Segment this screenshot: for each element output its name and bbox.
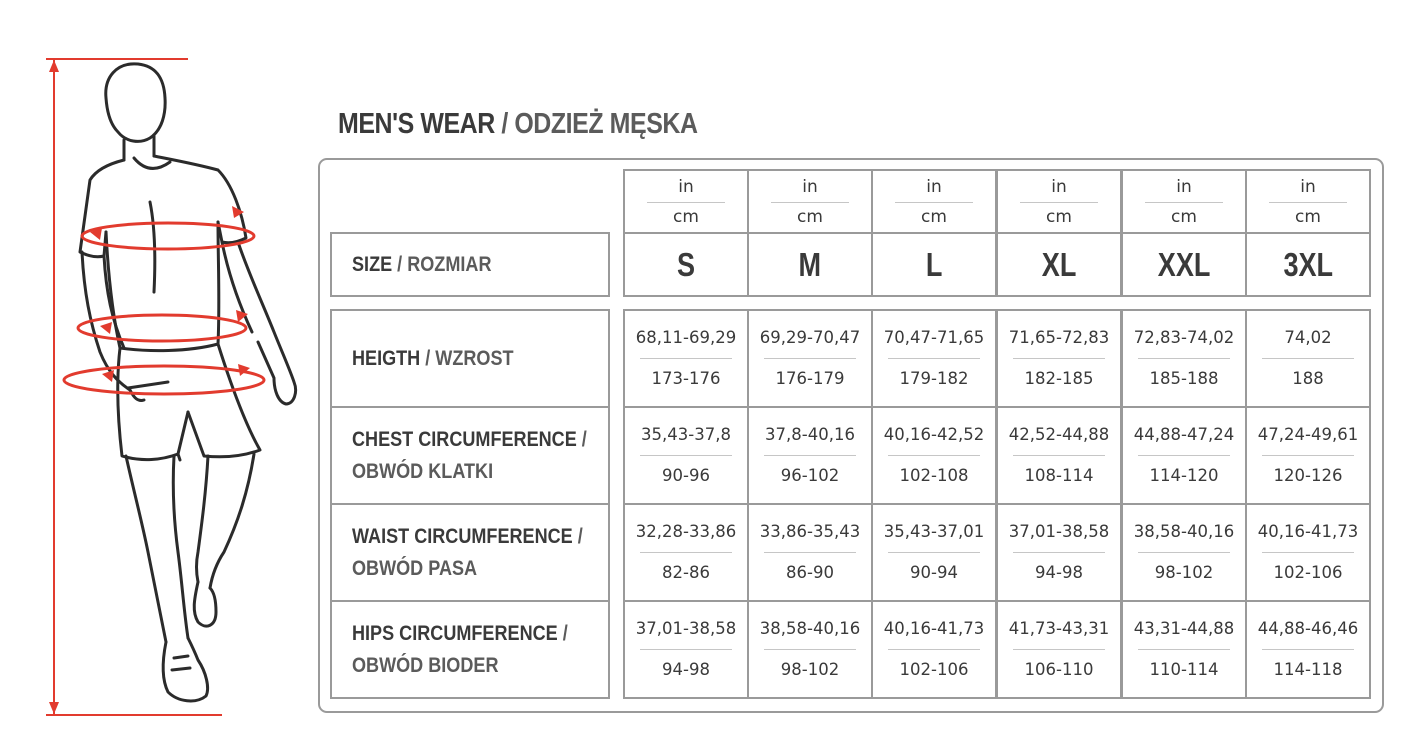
table-cell	[871, 503, 997, 602]
table-cell	[1245, 309, 1371, 408]
size-cell-xl	[996, 232, 1122, 297]
size-value: XXL	[1157, 245, 1211, 283]
table-cell	[747, 503, 873, 602]
row-label-separator: /	[420, 346, 436, 370]
value-cm: 102-106	[1273, 563, 1343, 582]
value-cm: 114-118	[1273, 660, 1343, 679]
unit-in: in	[802, 176, 818, 197]
row-label-en: WAIST CIRCUMFERENCE	[352, 524, 573, 548]
unit-in: in	[678, 176, 694, 197]
value-cm: 110-114	[1149, 660, 1219, 679]
value-cm: 96-102	[780, 466, 840, 485]
row-label-line	[352, 521, 583, 553]
unit-cm: cm	[797, 206, 823, 227]
value-in: 70,47-71,65	[883, 328, 985, 347]
row-label-pl: OBWÓD PASA	[352, 556, 478, 580]
row-label-line	[352, 424, 587, 456]
value-in: 47,24-49,61	[1257, 425, 1359, 444]
value-in: 37,01-38,58	[635, 619, 737, 638]
unit-in: in	[1176, 176, 1192, 197]
value-in: 69,29-70,47	[759, 328, 861, 347]
unit-header-cell	[623, 169, 749, 235]
unit-cm: cm	[673, 206, 699, 227]
value-cm: 94-98	[1035, 563, 1083, 582]
size-value: M	[798, 245, 822, 283]
row-label-en: CHEST CIRCUMFERENCE	[352, 427, 577, 451]
unit-header-cell	[996, 169, 1122, 235]
value-in: 32,28-33,86	[635, 522, 737, 541]
title-en: MEN'S WEAR	[338, 108, 495, 140]
value-in: 38,58-40,16	[1133, 522, 1235, 541]
size-value: XL	[1041, 245, 1077, 283]
table-cell	[996, 309, 1122, 408]
table-cell	[996, 503, 1122, 602]
row-label-separator: /	[572, 524, 583, 548]
value-in: 74,02	[1284, 328, 1332, 347]
table-cell	[623, 406, 749, 505]
title-pl: ODZIEŻ MĘSKA	[514, 108, 698, 140]
value-in: 37,8-40,16	[765, 425, 855, 444]
row-label-line	[352, 553, 572, 585]
value-in: 37,01-38,58	[1008, 522, 1110, 541]
value-cm: 102-108	[899, 466, 969, 485]
value-cm: 86-90	[786, 563, 834, 582]
table-cell	[747, 309, 873, 408]
size-label-separator: /	[392, 252, 408, 276]
value-in: 35,43-37,01	[883, 522, 985, 541]
unit-header-cell	[1121, 169, 1247, 235]
value-in: 68,11-69,29	[635, 328, 737, 347]
size-value: 3XL	[1283, 245, 1333, 283]
value-cm: 106-110	[1024, 660, 1094, 679]
value-cm: 90-94	[910, 563, 958, 582]
size-label-en: SIZE	[352, 252, 393, 276]
size-cell-l	[871, 232, 997, 297]
row-label-line	[352, 618, 572, 650]
unit-in: in	[1051, 176, 1067, 197]
value-in: 40,16-41,73	[883, 619, 985, 638]
row-label-cell	[330, 503, 610, 602]
value-cm: 90-96	[662, 466, 710, 485]
value-in: 41,73-43,31	[1008, 619, 1110, 638]
row-label-pl: OBWÓD BIODER	[352, 653, 499, 677]
value-in: 35,43-37,8	[641, 425, 731, 444]
page-title	[338, 108, 698, 141]
size-label-cell	[330, 232, 610, 297]
row-label-line	[352, 456, 572, 488]
table-cell	[996, 406, 1122, 505]
table-cell	[871, 406, 997, 505]
value-cm: 108-114	[1024, 466, 1094, 485]
value-in: 42,52-44,88	[1008, 425, 1110, 444]
value-in: 43,31-44,88	[1133, 619, 1235, 638]
size-cell-xxl	[1121, 232, 1247, 297]
value-in: 71,65-72,83	[1008, 328, 1110, 347]
unit-header-cell	[747, 169, 873, 235]
table-cell	[747, 406, 873, 505]
table-cell	[871, 309, 997, 408]
row-label-separator: /	[557, 621, 568, 645]
unit-header-cell	[871, 169, 997, 235]
unit-in: in	[926, 176, 942, 197]
value-in: 40,16-42,52	[883, 425, 985, 444]
size-value: L	[925, 245, 943, 283]
row-label-en: HEIGTH	[352, 346, 421, 370]
value-in: 40,16-41,73	[1257, 522, 1359, 541]
row-label-cell	[330, 600, 610, 699]
value-cm: 188	[1292, 369, 1324, 388]
value-in: 33,86-35,43	[759, 522, 861, 541]
table-cell	[1121, 503, 1247, 602]
table-cell	[1245, 600, 1371, 699]
title-separator: /	[494, 108, 515, 140]
row-label-cell	[330, 309, 610, 408]
table-cell	[1245, 503, 1371, 602]
table-cell	[1121, 406, 1247, 505]
size-value: S	[676, 245, 696, 283]
value-cm: 94-98	[662, 660, 710, 679]
table-cell	[623, 503, 749, 602]
row-label-pl: OBWÓD KLATKI	[352, 459, 494, 483]
value-cm: 176-179	[775, 369, 845, 388]
unit-cm: cm	[1295, 206, 1321, 227]
male-figure-measurement-icon	[38, 52, 308, 722]
unit-cm: cm	[1171, 206, 1197, 227]
table-cell	[1245, 406, 1371, 505]
size-cell-m	[747, 232, 873, 297]
table-cell	[871, 600, 997, 699]
value-in: 72,83-74,02	[1133, 328, 1235, 347]
row-label-cell	[330, 406, 610, 505]
row-label-separator: /	[576, 427, 587, 451]
size-label-pl: ROZMIAR	[407, 252, 492, 276]
value-cm: 102-106	[899, 660, 969, 679]
table-cell	[747, 600, 873, 699]
value-cm: 120-126	[1273, 466, 1343, 485]
value-in: 44,88-46,46	[1257, 619, 1359, 638]
unit-in: in	[1300, 176, 1316, 197]
row-label-en: HIPS CIRCUMFERENCE	[352, 621, 558, 645]
value-cm: 98-102	[780, 660, 840, 679]
table-cell	[623, 309, 749, 408]
table-cell	[996, 600, 1122, 699]
value-cm: 173-176	[651, 369, 721, 388]
row-label-line	[352, 343, 572, 375]
table-cell	[1121, 600, 1247, 699]
value-cm: 82-86	[662, 563, 710, 582]
table-cell	[1121, 309, 1247, 408]
value-in: 38,58-40,16	[759, 619, 861, 638]
value-cm: 114-120	[1149, 466, 1219, 485]
value-cm: 182-185	[1024, 369, 1094, 388]
row-label-line	[352, 650, 572, 682]
table-cell	[623, 600, 749, 699]
row-label-pl: WZROST	[435, 346, 514, 370]
size-cell-3xl	[1245, 232, 1371, 297]
value-in: 44,88-47,24	[1133, 425, 1235, 444]
size-cell-s	[623, 232, 749, 297]
value-cm: 98-102	[1154, 563, 1214, 582]
unit-cm: cm	[1046, 206, 1072, 227]
unit-header-cell	[1245, 169, 1371, 235]
value-cm: 185-188	[1149, 369, 1219, 388]
value-cm: 179-182	[899, 369, 969, 388]
unit-cm: cm	[921, 206, 947, 227]
